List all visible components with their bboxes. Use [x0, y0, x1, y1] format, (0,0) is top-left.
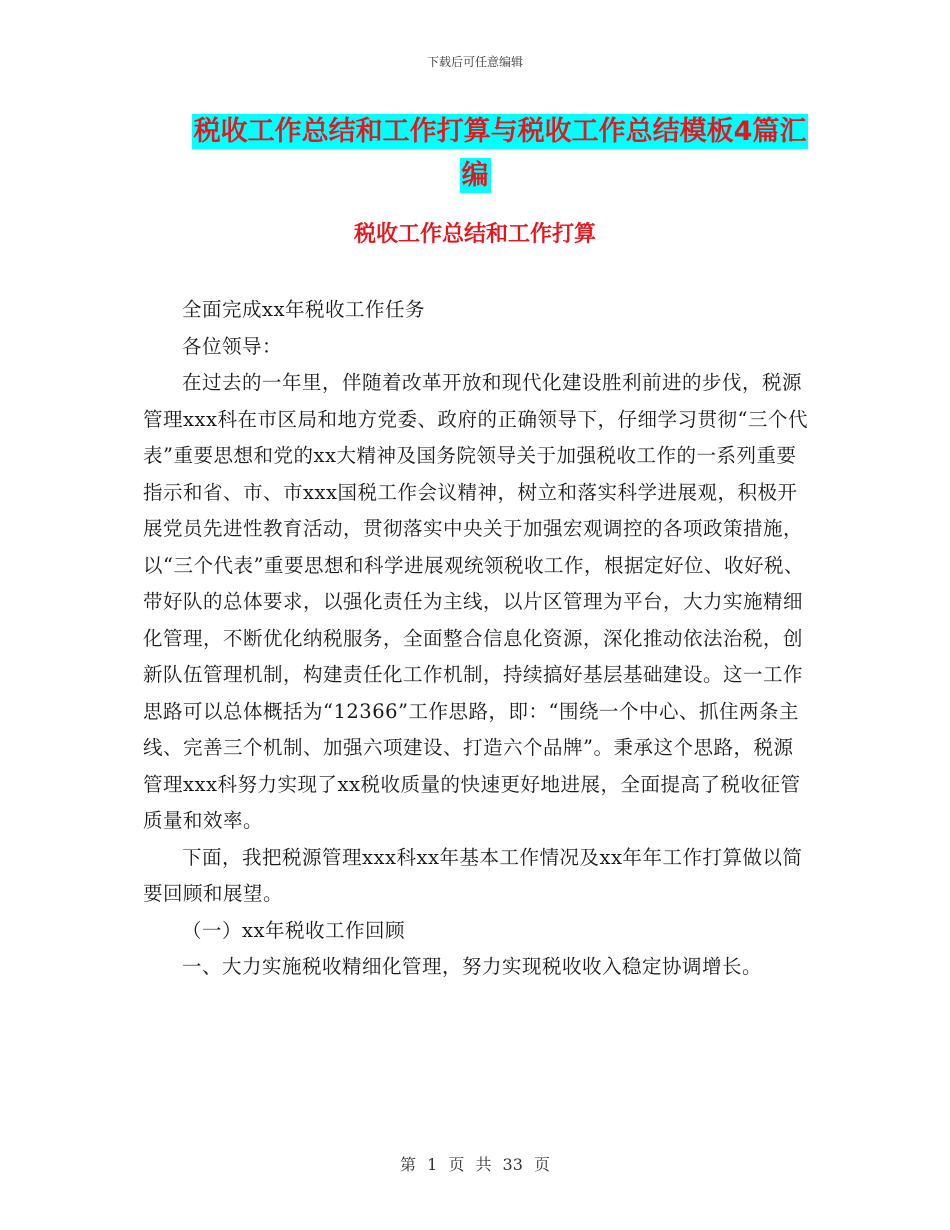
paragraph-point-one: 一、大力实施税收精细化管理，努力实现税收收入稳定协调增长。	[182, 955, 763, 978]
page-footer: 第 1 页 共 33 页	[400, 1155, 550, 1174]
body-text	[143, 292, 813, 986]
paragraph-heading-review: （一）xx年税收工作回顾	[182, 918, 405, 942]
paragraph-intro: 在过去的一年里，伴随着改革开放和现代化建设胜利前进的步伐，税源管理xxx科在市区局和地方党委、政府的正确领导下，仔细学习贯彻“三个代表”重要思想和党的xx大精神及国务院领导关于加强税收工作的一系列重要指示和省、市、市xxx国税工作会议精神，树立和落实科学进展观，积极开展党员先进性教育活动，贯彻落实中央关于加强宏观调控的各项政策措施，以“三个代表”重要思想和科学进展观统领税收工作，根据定好位、收好税、带好队的总体要求，以强化责任为主线，以片区管理为平台，大力实施精细化管理，不断优化纳税服务，全面整合信息化资源，深化推动依法治税，创新队伍管理机制，构建责任化工作机制，持续搞好基层基础建设。这一工作思路可以总体概括为“12366”工作思路，即：“围绕一个中心、抓住两条主线、完善三个机制、加强六项建设、打造六个品牌”。秉承这个思路，税源管理xxx科努力实现了xx税收质量的快速更好地进展，全面提高了税收征管质量和效率。	[143, 371, 808, 832]
header-note: 下载后可任意编辑	[426, 55, 523, 69]
paragraph-salutation: 各位领导：	[182, 334, 283, 358]
document-title	[0, 110, 950, 198]
paragraph-overview: 下面，我把税源管理xxx科xx年基本工作情况及xx年年工作打算做以简要回顾和展望。	[143, 845, 803, 905]
section-title: 税收工作总结和工作打算	[353, 222, 596, 247]
document-title-line-2: 编	[461, 160, 489, 191]
document-title-line-1: 税收工作总结和工作打算与税收工作总结模板4篇汇	[193, 116, 807, 147]
paragraph-subject: 全面完成xx年税收工作任务	[182, 298, 425, 321]
